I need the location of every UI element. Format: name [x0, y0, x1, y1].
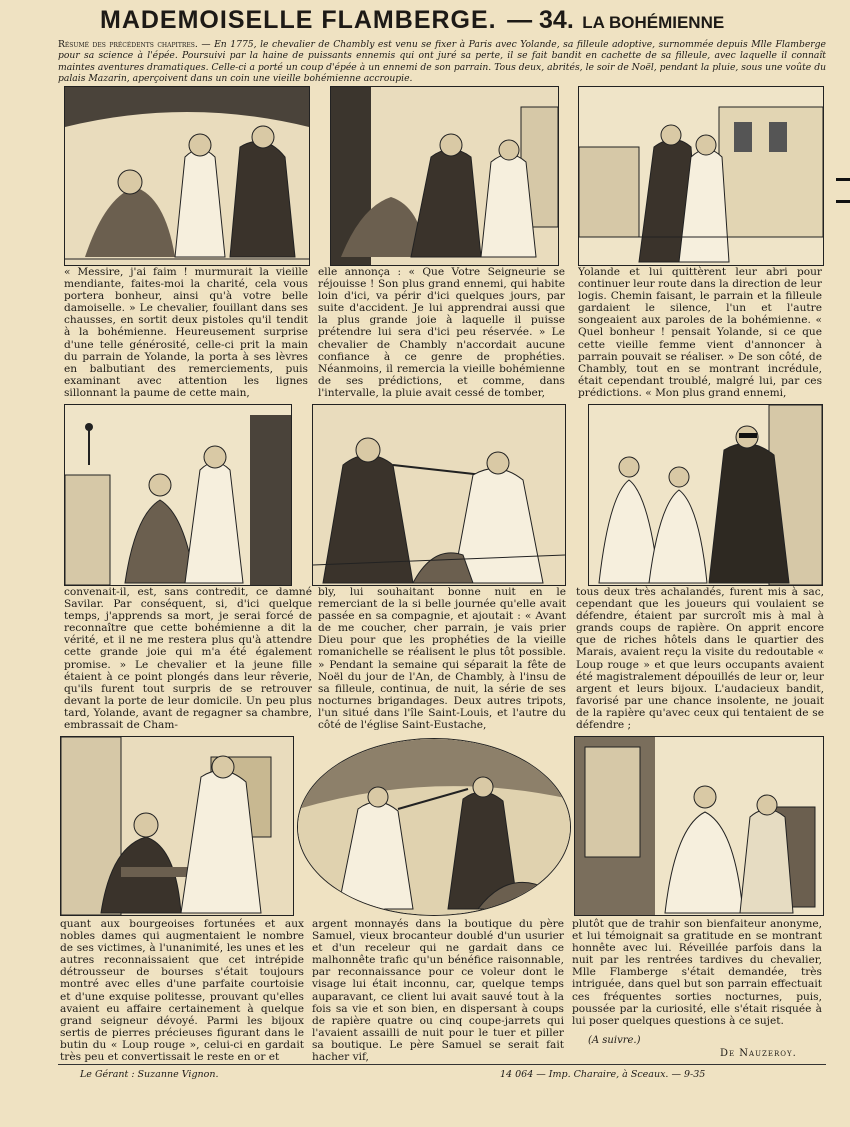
- footer-rule: [58, 1064, 826, 1065]
- author-signature: De Nauzeroy.: [720, 1048, 797, 1059]
- panel-leaving-shelter: [578, 86, 824, 266]
- text-column-3-3: plutôt que de trahir son bienfaiteur anonyme, et lui témoignait sa gratitude en se montrant honnête avec lui. Réveillée parfois dans la nuit par les rentrées tardives du chevalier, Mlle Flamberge s'était demandée, très intriguée, dans quel but son parrain effectuait ces fréquentes sorties nocturnes, puis, poussée par la curiosité, elle s'était risquée à lui poser quelques questions à ce sujet.: [572, 918, 822, 1027]
- illustration-alms-scene: [331, 87, 558, 265]
- to-be-continued: (A suivre.): [588, 1035, 641, 1046]
- episode-subtitle: LA BOHÉMIENNE: [582, 13, 725, 32]
- text-column-3-1: quant aux bourgeoises fortunées et aux nobles dames qui augmentaient le nombre de ses victimes, à l'unanimité, les unes et les autres reconnaissaient que cet intrépide détrousseur de bourses s'était toujours montré avec elles d'une parfaite courtoisie et d'une exquise politesse, prouvant qu'elles avaient eu affaire certainement à quelque grand seigneur dévoyé. Parmi les bijoux sertis de pierres précieuses figurant dans le butin du « Loup rouge », celui-ci en gardait très peu et convertissait le reste en or et: [60, 918, 304, 1062]
- illustration-interior-scene: [65, 405, 291, 585]
- text-column-1-2: elle annonça : « Que Votre Seigneurie se réjouisse ! Son plus grand ennemi, qui habite loin d'ici, va périr d'ici quelques jours, par suite d'accident. Je lui apprendrai aussi que la plus grande joie à laquelle il puisse prétendre lui sera d'ici peu réservée. » Le chevalier de Chambly n'accordait aucune confiance à ce genre de prophéties. Néanmoins, il remercia la vieille bohémienne de ses prédictions, et comme, dans l'intervalle, la pluie avait cessé de tomber,: [318, 266, 565, 399]
- text-column-1-1: « Messire, j'ai faim ! murmurait la vieille mendiante, faites-moi la charité, cela vous portera bonheur, ainsi qu'à votre belle damoiselle. » Le chevalier, fouillant dans ses chausses, en sortit deux pistoles qu'il tendit à la bohémienne. Heureusement surprise d'une telle générosité, celle-ci prit la main du parrain de Yolande, la porta à ses lèvres en balbutiant des remerciements, puis examinant avec attention les lignes sillonnant la paume de cette main,: [64, 266, 308, 399]
- episode-number: — 34.: [507, 6, 574, 34]
- panel-evening-goodbye: [64, 404, 292, 586]
- text-column-2-2: bly, lui souhaitant bonne nuit en le remerciant de la si belle journée qu'elle avait passée en sa compagnie, et ajoutait : « Avant de me coucher, cher parrain, je vais prier Dieu pour que les prophéties de la vieille romanichelle se réalisent le plus tôt possible. » Pendant la semaine qui séparait la fête de Noël du jour de l'An, de Chambly, à l'insu de sa filleule, continua, de nuit, la série de ses nocturnes brigandages. Deux autres tripots, l'un situé dans l'île Saint-Louis, et l'autre du côté de l'église Saint-Eustache,: [318, 586, 566, 732]
- panel-loup-rouge-robbery: [588, 404, 823, 586]
- margin-mark: [836, 178, 850, 181]
- panel-bohemienne-begs: [64, 86, 310, 266]
- illustration-beggar-scene: [65, 87, 309, 265]
- illustration-shop-scene: [61, 737, 293, 915]
- footer-publisher: Le Gérant : Suzanne Vignon.: [80, 1069, 219, 1080]
- text-column-3-2: argent monnayés dans la boutique du père Samuel, vieux brocanteur doublé d'un usurier et d'un receleur qui ne gardait dans ce malhonnête trafic qu'un bénéfice raisonnable, par reconnaissance pour ce voleur dont le visage lui était inconnu, car, quelque temps auparavant, ce client lui avait sauvé tout à la fois sa vie et son bien, en dispersant à coups de rapière quatre ou cinq coupe-jarrets qui l'avaient assailli de nuit pour le tuer et piller sa boutique. Le père Samuel se serait fait hacher vif,: [312, 918, 564, 1062]
- text-column-2-1: convenait-il, est, sans contredit, ce damné Savilar. Par conséquent, si, d'ici quelque temps, j'apprends sa mort, je serai forcé de reconnaître que cette bohémienne a dit la vérité, et il ne me restera plus qu'à attendre cette grande joie qui m'a été également promise. » Le chevalier et la jeune fille étaient à ce point plongés dans leur rêverie, qu'ils furent tout surpris de se retrouver devant la porte de leur domicile. Un peu plus tard, Yolande, avant de regagner sa chambre, embrassait de Cham-: [64, 586, 312, 732]
- footer-printer: 14 064 — Imp. Charaire, à Sceaux. — 9-35: [500, 1069, 706, 1080]
- page-title: [100, 6, 800, 36]
- illustration-street-scene: [579, 87, 823, 265]
- serial-title: MADEMOISELLE FLAMBERGE.: [100, 6, 497, 34]
- chapter-summary: [58, 39, 826, 87]
- panel-duel-night: [297, 738, 571, 916]
- margin-mark: [836, 200, 850, 203]
- illustration-robbery-scene: [589, 405, 822, 585]
- panel-tavern-fight: [312, 404, 566, 586]
- illustration-duel-scene: [298, 739, 570, 915]
- illustration-fight-scene: [313, 405, 565, 585]
- panel-chevalier-gives-alms: [330, 86, 559, 266]
- panel-yolande-questions: [574, 736, 824, 916]
- summary-lead: Résumé des précédents chapitres.: [58, 39, 198, 50]
- text-column-1-3: Yolande et lui quittèrent leur abri pour continuer leur route dans la direction de leur logis. Chemin faisant, le parrain et la filleule gardaient le silence, l'un et l'autre songeaient aux paroles de la bohémienne. « Quel bonheur ! pensait Yolande, si ce que cette vieille femme vient d'annoncer à parrain pouvait se réaliser. » De son côté, de Chambly, tout en se montrant incrédule, était cependant troublé, malgré lui, par ces prédictions. « Mon plus grand ennemi,: [578, 266, 822, 399]
- text-column-2-3: tous deux très achalandés, furent mis à sac, cependant que les joueurs qui voulaient se défendre, étaient par surcroît mis à mal à grands coups de rapière. On apprit encore que de riches hôtels dans le quartier des Marais, avaient reçu la visite du redoutable « Loup rouge » et que leurs occupants avaient été magistralement dépouillés de leur or, leur argent et leurs bijoux. L'audacieux bandit, favorisé par une chance insolente, ne jouait de la rapière qu'avec ceux qui tentaient de se défendre ;: [576, 586, 824, 732]
- illustration-salon-scene: [575, 737, 823, 915]
- summary-text: — En 1775, le chevalier de Chambly est venu se fixer à Paris avec Yolande, sa filleule adoptive, surnommée depuis Mlle Flamberge pour sa science à l'épée. Poursuivi par la haine de puissants ennemis qui ont juré sa perte, il se fait bandit en cachette de sa filleule, avec laquelle il connaît maintes aventures dramatiques. Celle-ci a porté un coup d'épée à un ennemi de son parrain. Tous deux, abrités, le soir de Noël, pendant la pluie, sous une voûte du palais Mazarin, aperçoivent dans un coin une vieille bohémienne accroupie.: [58, 39, 826, 85]
- panel-broker-shop: [60, 736, 294, 916]
